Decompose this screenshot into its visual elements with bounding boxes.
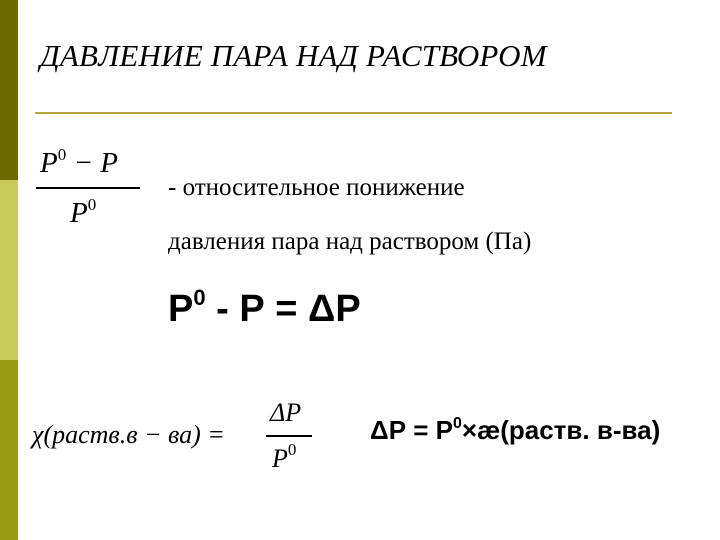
- slide-title: ДАВЛЕНИЕ ПАРА НАД РАСТВОРОМ: [40, 38, 547, 73]
- title-underline: [35, 112, 672, 114]
- relative-lowering-fraction: [36, 145, 146, 235]
- mole-fraction-numerator: ΔP: [270, 398, 302, 427]
- mole-fraction-fraction: [266, 398, 316, 478]
- numerator-rest: − P: [66, 147, 119, 179]
- denominator-p: P: [70, 197, 88, 229]
- eq-p: Р: [168, 288, 194, 330]
- sidebar-stripe-middle: [0, 180, 18, 360]
- vapor-pressure-difference-equation: [168, 285, 361, 331]
- definition-line-1: - относительное понижение: [168, 174, 465, 201]
- fraction-numerator: [40, 145, 118, 180]
- fraction-denominator: [70, 195, 96, 230]
- definition-line-2: давления пара над раствором (Па): [168, 228, 532, 255]
- fraction-bar: [36, 187, 140, 189]
- mole-fraction-bar: [266, 435, 312, 437]
- numerator-superscript: 0: [57, 145, 67, 164]
- mole-fraction-denominator: [272, 440, 296, 474]
- mole-fraction-lhs: χ(раств.в − ва) =: [32, 420, 225, 449]
- sidebar-stripe-top: [0, 0, 18, 180]
- eq-superscript: 0: [193, 285, 206, 310]
- delta-p-equation: [370, 415, 660, 446]
- sidebar-stripe-bottom: [0, 360, 18, 540]
- delta-eq-rest: ×æ(раств. в-ва): [461, 415, 661, 445]
- denominator-superscript: 0: [87, 195, 97, 214]
- eq-rest: - Р = ΔР: [205, 288, 361, 330]
- delta-eq-left: ΔР = Р: [370, 415, 454, 445]
- mf-denominator-superscript: 0: [287, 440, 297, 459]
- mf-denominator-p: P: [272, 444, 288, 473]
- numerator-p: P: [40, 147, 58, 179]
- delta-eq-superscript: 0: [453, 415, 462, 432]
